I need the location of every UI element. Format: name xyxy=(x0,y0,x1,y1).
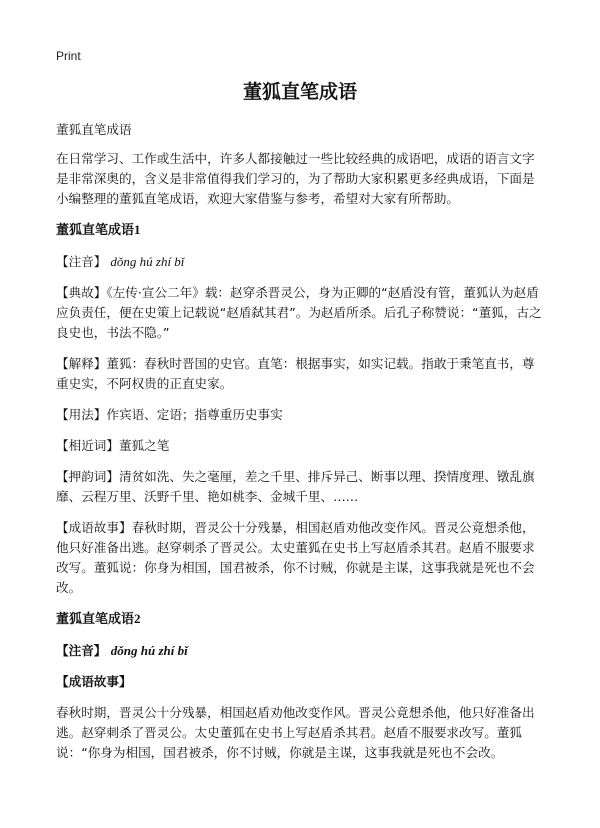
section-2-heading-text: 董狐直笔成语 xyxy=(56,612,135,627)
section-1-rhyming-words: 【押韵词】清贫如洗、失之毫厘，差之千里、排斥异己、断事以理、揆情度理、镦乱旗靡、云程万里、沃野千里、艳如桃李、金城千里、…… xyxy=(56,469,535,504)
pronunciation-label: 【注音】 xyxy=(56,254,107,269)
section-1-heading-text: 董狐直笔成语 xyxy=(56,223,135,238)
section-1-similar-words: 【相近词】董狐之笔 xyxy=(56,438,170,453)
section-1-heading-number: 1 xyxy=(134,222,141,237)
pronunciation-label: 【注音】 xyxy=(56,643,107,658)
section-2-story: 春秋时期，晋灵公十分残暴，相国赵盾劝他改变作风。晋灵公竟想杀他，他只好准备出逃。赵穿刺杀了晋灵公。太史董狐在史书上写赵盾杀其君。赵盾不服要求改写。董狐说：“你身为相国，国君被杀，你不讨贼，你就是主谋，这事我就是死也不会改。 xyxy=(56,705,535,760)
print-link[interactable]: Print xyxy=(56,49,81,63)
section-1-pronunciation xyxy=(56,252,542,272)
intro-subtitle: 董狐直笔成语 xyxy=(56,122,132,137)
page-title: 董狐直笔成语 xyxy=(242,81,357,103)
section-1-story: 【成语故事】春秋时期，晋灵公十分残暴，相国赵盾劝他改变作风。晋灵公竟想杀他，他只好准备出逃。赵穿刺杀了晋灵公。太史董狐在史书上写赵盾杀其君。赵盾不服要求改写。董狐说：你身为相国，国君被杀，你不讨贼，你就是主谋，这事我就是死也不会改。 xyxy=(56,520,535,595)
section-1-explanation: 【解释】董狐：春秋时晋国的史官。直笔：根据事实，如实记载。指敢于秉笔直书，尊重史实，不阿权贵的正直史家。 xyxy=(56,356,535,391)
section-2-pronunciation xyxy=(56,641,542,661)
section-1-usage: 【用法】作宾语、定语；指尊重历史事实 xyxy=(56,407,283,422)
pronunciation-pinyin: dǒng hú zhí bǐ xyxy=(110,643,188,658)
intro-paragraph: 在日常学习、工作或生活中，许多人都接触过一些比较经典的成语吧，成语的语言文字是非常深奥的，含义是非常值得我们学习的，为了帮助大家积累更多经典成语，下面是小编整理的董狐直笔成语，欢迎大家借鉴与参考，希望对大家有所帮助。 xyxy=(56,151,535,206)
section-1-heading xyxy=(56,220,542,241)
section-2-story-heading: 【成语故事】 xyxy=(56,674,132,689)
section-1-allusion: 【典故】《左传·宣公二年》载：赵穿杀晋灵公，身为正卿的“赵盾没有管，董狐认为赵盾应负责任，便在史策上记载说“赵盾弑其君”。为赵盾所杀。后孔子称赞说：“董狐，古之良史也，书法不隐。” xyxy=(56,285,542,340)
section-2-heading xyxy=(56,609,542,630)
section-2-heading-number: 2 xyxy=(134,611,141,626)
pronunciation-pinyin: dǒng hú zhí bǐ xyxy=(110,254,185,269)
article-body xyxy=(56,120,542,774)
